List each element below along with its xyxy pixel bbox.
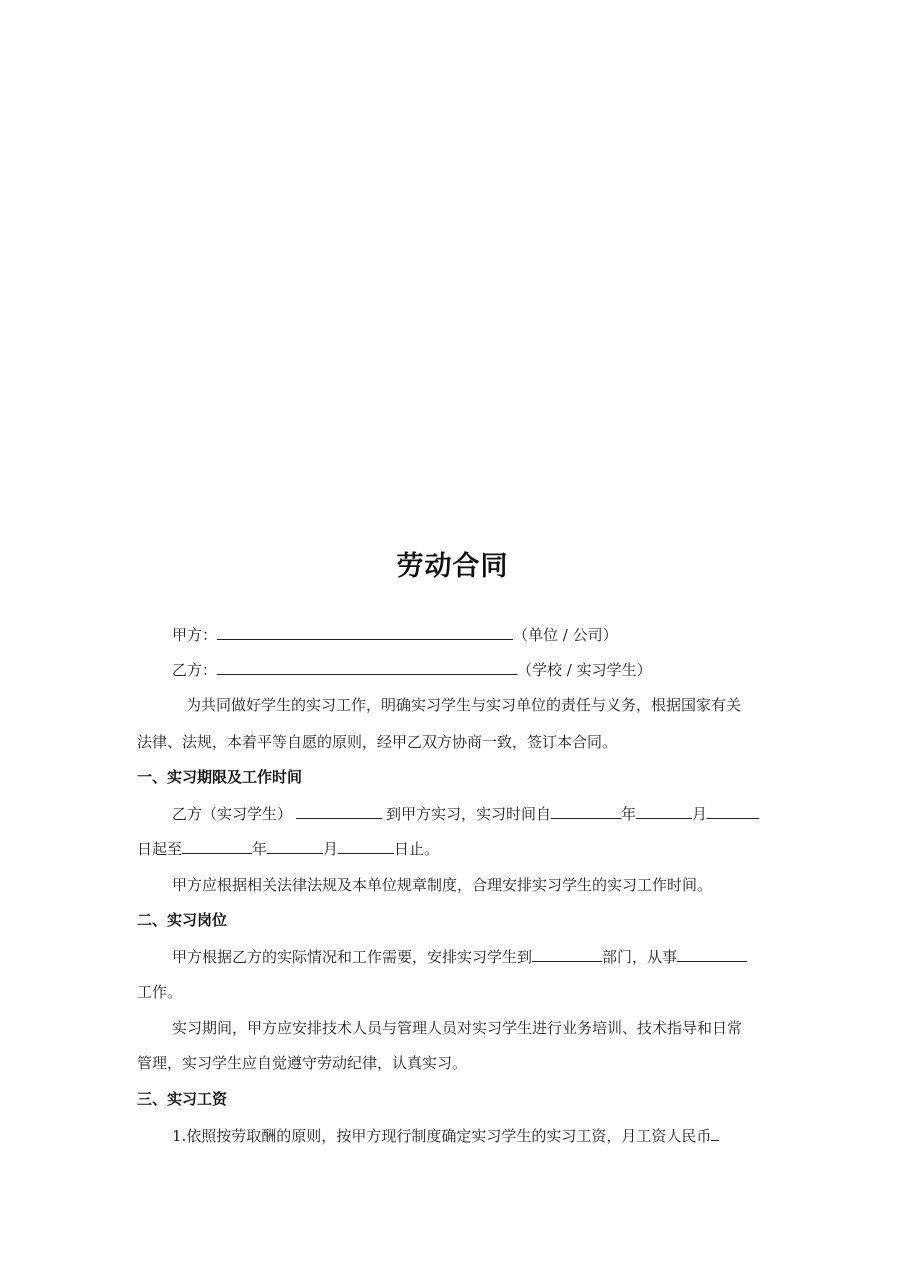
- department-blank: [532, 946, 602, 962]
- job-blank: [677, 946, 747, 962]
- section-2-paragraph-2-line-1: 实习期间，甲方应安排技术人员与管理人员对实习学生进行业务培训、技术指导和日常: [172, 1019, 743, 1037]
- section-1-text-b: 到甲方实习，实习时间自: [386, 805, 552, 823]
- section-1-text-c: 日起至: [137, 840, 183, 858]
- salary-blank: [711, 1125, 719, 1141]
- party-b-blank: [217, 659, 517, 675]
- section-2-text-a: 甲方根据乙方的实际情况和工作需要，安排实习学生到: [172, 948, 533, 966]
- section-2-line-1: [172, 946, 747, 967]
- start-day-blank: [707, 803, 759, 819]
- party-b-line: [172, 659, 652, 680]
- party-a-line: [172, 624, 618, 645]
- end-year-blank: [182, 838, 252, 854]
- party-a-label: 甲方：: [172, 626, 218, 644]
- document-title: 劳动合同: [396, 551, 509, 582]
- section-2-line-2: 工作。: [137, 983, 183, 1001]
- end-day-blank: [338, 838, 394, 854]
- section-3-line-1: [172, 1125, 719, 1146]
- section-3-text: 1.依照按劳取酬的原则，按甲方现行制度确定实习学生的实习工资，月工资人民币: [172, 1127, 712, 1145]
- section-1-line-1: [172, 803, 759, 824]
- section-3-heading: 三、实习工资: [137, 1090, 228, 1108]
- party-b-note: （学校 / 实习学生）: [517, 661, 652, 679]
- start-month-blank: [636, 803, 692, 819]
- section-1-text-d: 日止。: [394, 840, 440, 858]
- party-b-label: 乙方：: [172, 661, 218, 679]
- end-year-label: 年: [252, 840, 268, 858]
- party-a-note: （单位 / 公司）: [513, 626, 618, 644]
- end-month-blank: [267, 838, 323, 854]
- section-1-heading: 一、实习期限及工作时间: [137, 768, 303, 786]
- intro-line-2: 法律、法规，本着平等自愿的原则，经甲乙双方协商一致，签订本合同。: [137, 733, 618, 751]
- end-month-label: 月: [323, 840, 339, 858]
- start-year-blank: [551, 803, 621, 819]
- party-a-blank: [217, 624, 513, 640]
- start-year-label: 年: [621, 805, 637, 823]
- section-1-paragraph-2: 甲方应根据相关法律法规及本单位规章制度，合理安排实习学生的实习工作时间。: [172, 876, 713, 894]
- section-1-text-a: 乙方（实习学生）: [172, 805, 293, 823]
- intro-line-1: 为共同做好学生的实习工作，明确实习学生与实习单位的责任与义务，根据国家有关: [186, 696, 742, 714]
- start-month-label: 月: [692, 805, 708, 823]
- section-2-paragraph-2-line-2: 管理，实习学生应自觉遵守劳动纪律，认真实习。: [137, 1054, 468, 1072]
- section-2-heading: 二、实习岗位: [137, 911, 228, 929]
- student-name-blank: [296, 803, 382, 819]
- section-1-line-2: [137, 838, 439, 859]
- section-2-text-b: 部门，从事: [602, 948, 678, 966]
